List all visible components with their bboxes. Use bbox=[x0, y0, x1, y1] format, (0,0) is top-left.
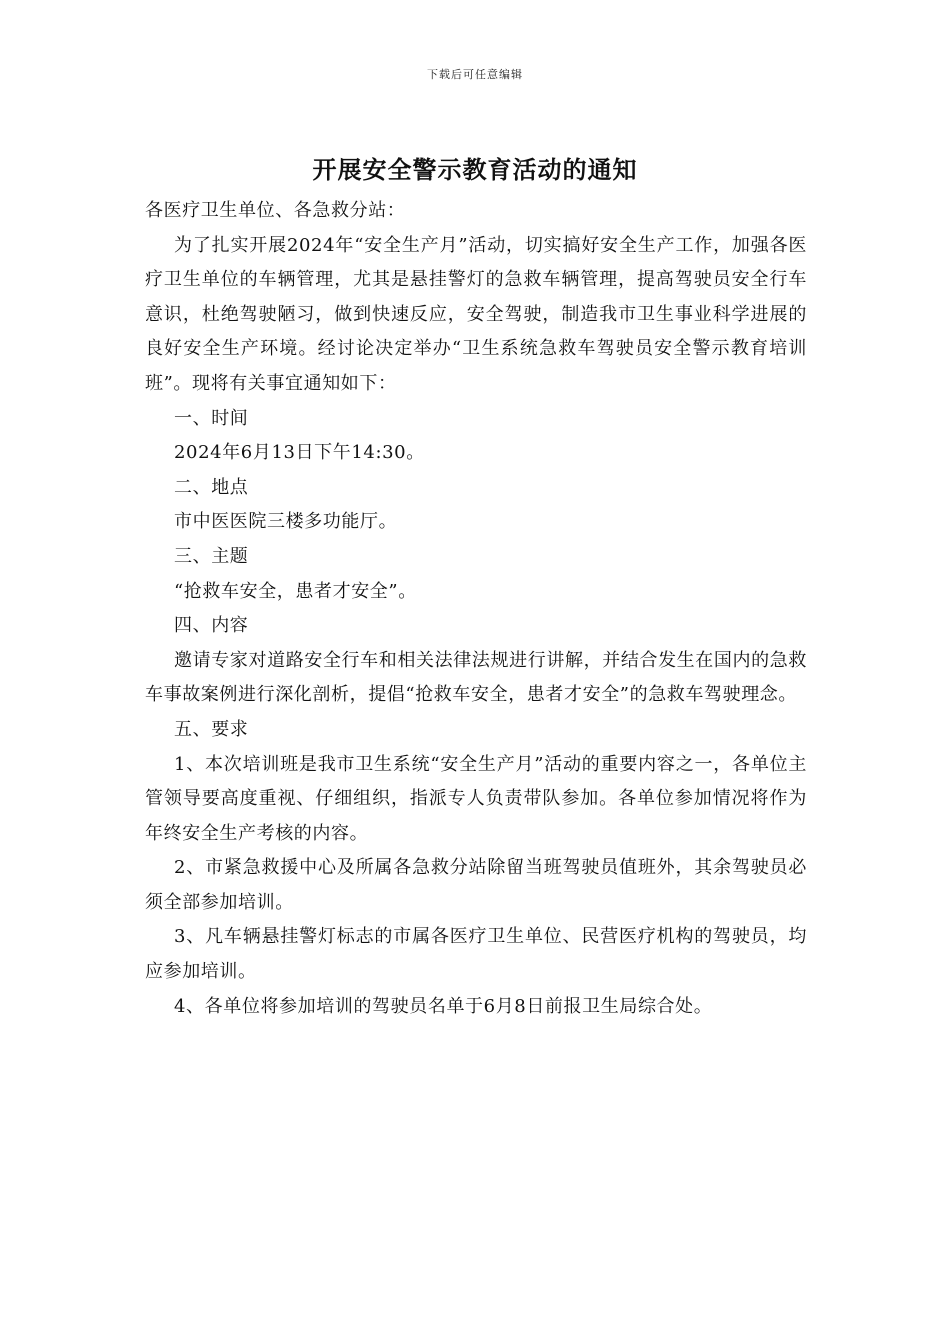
section-text-content: 邀请专家对道路安全行车和相关法律法规进行讲解，并结合发生在国内的急救车事故案例进行深化剖析，提倡“抢救车安全，患者才安全”的急救车驾驶理念。 bbox=[145, 649, 807, 706]
intro-paragraph: 为了扎实开展2024年“安全生产月”活动，切实搞好安全生产工作，加强各医疗卫生单位的车辆管理，尤其是悬挂警灯的急救车辆管理，提高驾驶员安全行车意识，杜绝驾驶陋习，做到快速反应，安全驾驶，制造我市卫生事业科学进展的良好安全生产环境。经讨论决定举办“卫生系统急救车驾驶员安全警示教育培训班”。现将有关事宜通知如下： bbox=[145, 234, 807, 394]
salutation: 各医疗卫生单位、各急救分站： bbox=[145, 200, 406, 221]
section-heading-theme: 三、主题 bbox=[174, 545, 249, 567]
section-heading-requirements: 五、要求 bbox=[174, 718, 249, 740]
section-text-theme: “抢救车安全，患者才安全”。 bbox=[174, 580, 417, 602]
section-text-place: 市中医医院三楼多功能厅。 bbox=[174, 511, 398, 533]
requirement-item: 3、凡车辆悬挂警灯标志的市属各医疗卫生单位、民营医疗机构的驾驶员，均应参加培训。 bbox=[145, 926, 807, 983]
section-heading-content: 四、内容 bbox=[174, 615, 249, 637]
requirement-item: 4、各单位将参加培训的驾驶员名单于6月8日前报卫生局综合处。 bbox=[174, 995, 713, 1017]
page-title: 开展安全警示教育活动的通知 bbox=[312, 156, 638, 184]
requirement-item: 2、市紧急救援中心及所属各急救分站除留当班驾驶员值班外，其余驾驶员必须全部参加培训。 bbox=[145, 857, 807, 913]
section-heading-time: 一、时间 bbox=[174, 407, 249, 429]
section-heading-place: 二、地点 bbox=[174, 476, 249, 498]
header-note: 下载后可任意编辑 bbox=[427, 68, 523, 81]
requirement-item: 1、本次培训班是我市卫生系统“安全生产月”活动的重要内容之一，各单位主管领导要高度重视、仔细组织，指派专人负责带队参加。各单位参加情况将作为年终安全生产考核的内容。 bbox=[145, 753, 807, 844]
section-text-time: 2024年6月13日下午14:30。 bbox=[174, 442, 425, 464]
document-body bbox=[145, 194, 807, 1024]
